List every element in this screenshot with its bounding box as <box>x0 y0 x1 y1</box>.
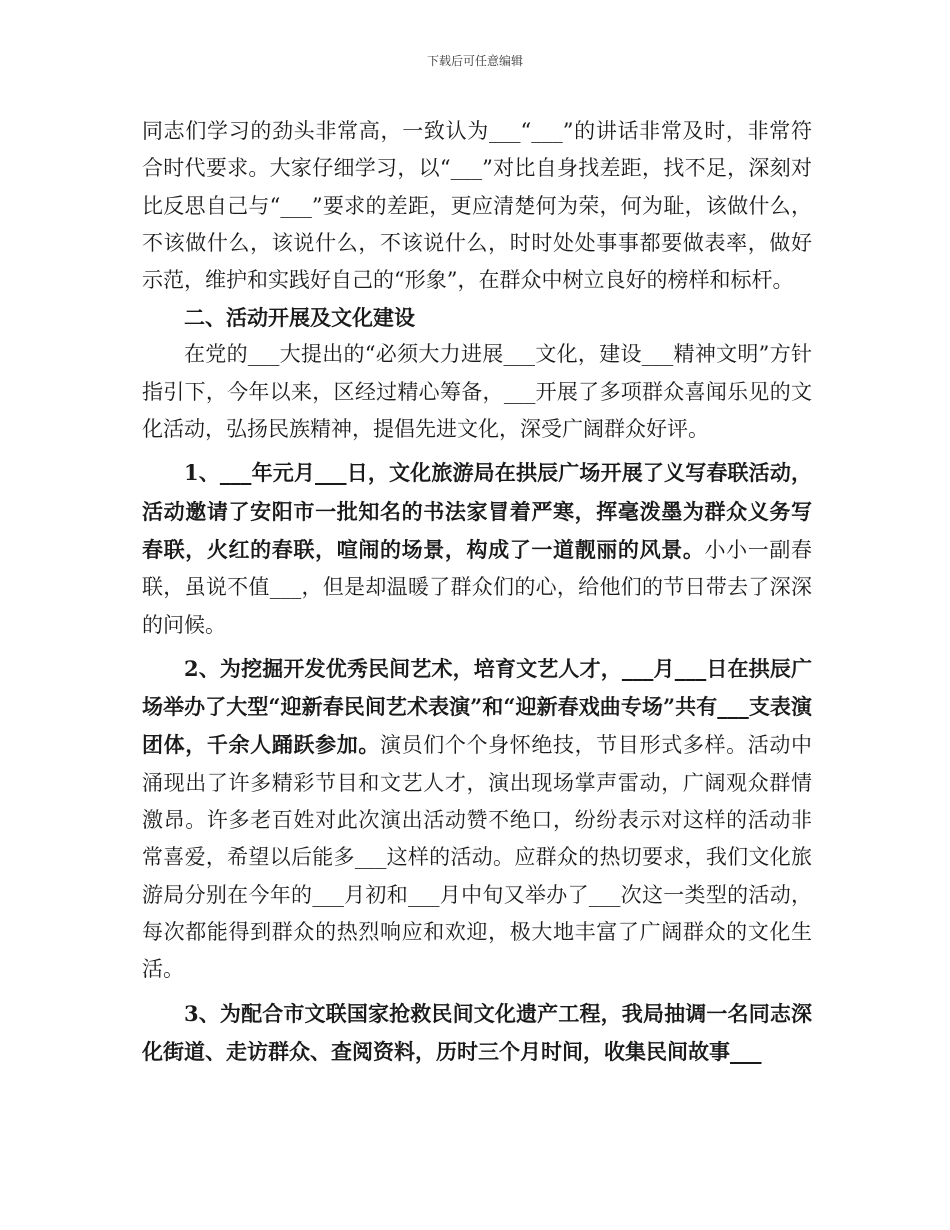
paragraph-item-3 <box>142 995 812 1072</box>
section-heading-activities: 二、活动开展及文化建设 <box>184 305 415 331</box>
item-1-bold-text: 1、___年元月___日，文化旅游局在拱辰广场开展了义写春联活动，活动邀请了安阳市一批知名的书法家冒着严寒，挥毫泼墨为群众义务写春联，火红的春联，喧闹的场景，构成了一道靓丽的风景。 <box>142 460 812 562</box>
item-2-text: 演员们个个身怀绝技，节目形式多样。活动中涌现出了许多精彩节目和文艺人才，演出现场掌声雷动，广阔观众群情激昂。许多老百姓对此次演出活动赞不绝口，纷纷表示对这样的活动非常喜爱，希望以后能多___这样的活动。应群众的热切要求，我们文化旅游局分别在今年的___月初和___月中旬又举办了___次这一类型的活动，每次都能得到群众的热烈响应和欢迎，极大地丰富了广阔群众的文化生活。 <box>142 733 813 982</box>
page-header: 下载后可任意编辑 <box>426 54 523 68</box>
document-body <box>142 113 812 1071</box>
paragraph-item-1 <box>142 454 812 643</box>
item-2-bold-text: 2、为挖掘开发优秀民间艺术，培育文艺人才，___月___日在拱辰广场举办了大型“迎新春民间艺术表演”和“迎新春戏曲专场”共有___支表演团体，千余人踊跃参加。 <box>142 655 813 758</box>
paragraph-intro: 在党的___大提出的“必须大力进展___文化，建设___精神文明”方针指引下，今年以来，区经过精心筹备，___开展了多项群众喜闻乐见的文化活动，弘扬民族精神，提倡先进文化，深受广阔群众好评。 <box>142 342 812 442</box>
paragraph-study: 同志们学习的劲头非常高，一致认为___“___”的讲话非常及时，非常符合时代要求。大家仔细学习，以“___”对比自身找差距，找不足，深刻对比反思自己与“___”要求的差距，更应清楚何为荣，何为耻，该做什么，不该做什么，该说什么，不该说什么，时时处处事事都要做表率，做好示范，维护和实践好自己的“形象”，在群众中树立良好的榜样和标杆。 <box>142 119 812 293</box>
item-3-bold-text: 3、为配合市文联国家抢救民间文化遗产工程，我局抽调一名同志深化街道、走访群众、查阅资料，历时三个月时间，收集民间故事___ <box>142 1000 812 1064</box>
paragraph-item-2 <box>142 650 812 989</box>
item-1-text: 小小一副春联，虽说不值___，但是却温暖了群众们的心，给他们的节日带去了深深的问候。 <box>142 537 813 637</box>
